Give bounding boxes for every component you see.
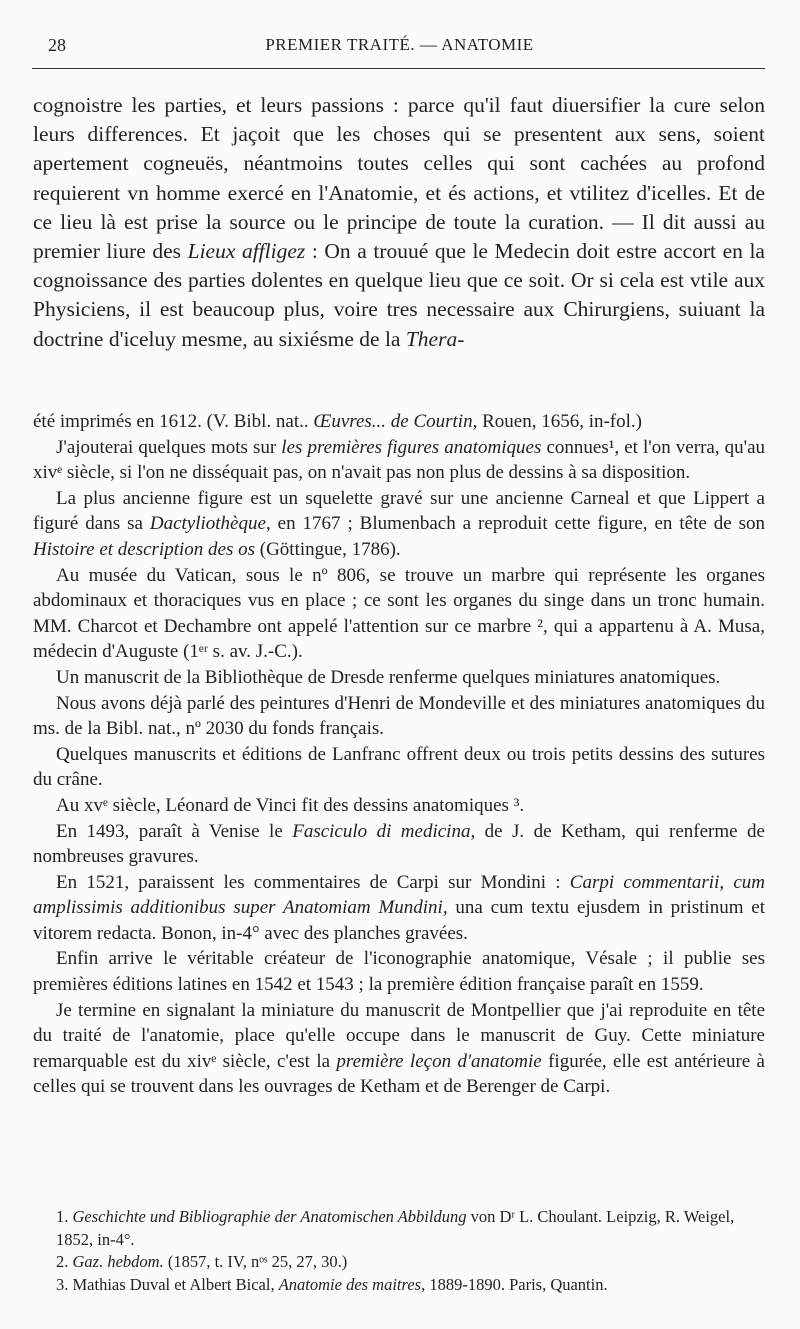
note-paragraph: Quelques manuscrits et éditions de Lanfranc offrent deux ou trois petits dessins des sutures du crâne. [33,743,765,791]
italic-title: Geschichte und Bibliographie der Anatomischen Abbildung [72,1207,467,1226]
text-run: figurée, elle est antérieure à celles qui se trouvent dans les ouvrages de Ketham et de Berenger de Carpi. [33,1050,765,1098]
italic-phrase: première leçon d'anatomie [336,1050,542,1072]
footnote-marker: 1. [56,1207,73,1226]
text-run: 1889-1890. Paris, Quantin. [425,1274,608,1294]
main-paragraph [33,91,765,354]
footnote-3 [33,1274,765,1297]
italic-phrase: les premières figures anatomiques [281,436,542,458]
italic-title: Histoire et description des os [33,538,255,560]
note-paragraph [33,870,765,947]
text-run: été imprimés en 1612. (V. Bibl. nat.. [33,411,314,432]
text-run: (1857, t. IV, nᵒˢ 25, 27, 30.) [163,1252,348,1271]
italic-title: Œuvres... de Courtin, [313,411,478,432]
text-run: una cum textu ejusdem in pristinum et vitorem redacta. Bonon, in-4° avec des planches gravées. [33,897,766,944]
italic-title: Gaz. hebdom. [72,1252,164,1271]
note-paragraph [33,998,765,1100]
page-header [32,30,767,64]
text-run: connues¹, et l'on verra, qu'au xivᵉ siècle, si l'on ne disséquait pas, on n'avait pas non plus de dessins à sa disposition. [33,436,766,484]
note-paragraph: Enfin arrive le véritable créateur de l'iconographie anatomique, Vésale ; il publie ses premières éditions latines en 1542 et 1543 ; la première édition française paraît en 1559. [33,948,765,996]
italic-title: Anatomie des maitres, [278,1274,426,1294]
note-paragraph [33,486,765,563]
text-run: , en 1767 ; Blumenbach a reproduit cette figure, en tête de son [265,513,765,535]
note-paragraph [33,819,765,870]
text-run: cognoistre les parties, et leurs passions : parce qu'il faut diuersifier la cure selon leurs differences. Et jaçoit que les choses qui se presentent aux sens, soient apertement cogneuës, néantmoins toutes celles qui sont cachées au profond requierent vn homme exercé en l'Anatomie, et és actions, et vtilitez d'icelles. Et de ce lieu là est prise la source ou le principe de toute la curation. — Il dit aussi au premier liure des [33,93,765,264]
text-run: von Dʳ L. Choulant. Leipzig, R. Weigel, 1852, in-4°. [56,1207,735,1249]
note-paragraph: Un manuscrit de la Bibliothèque de Dresde renferme quelques miniatures anatomiques. [56,666,721,688]
footnote-1 [33,1206,765,1251]
footnote-marker: 2. [56,1252,73,1271]
italic-title: Fasciculo di medicina, [292,820,476,842]
text-run: Je termine en signalant la miniature du manuscrit de Montpellier que j'ai reproduite en tête du traité de l'anatomie, place qu'elle occupe dans le manuscrit de Guy. Cette miniature remarquable est du xivᵉ siècle, c'est la [33,999,765,1072]
text-run: 3. Mathias Duval et Albert Bical, [56,1274,279,1294]
text-run: J'ajouterai quelques mots sur [56,436,282,458]
text-run: En 1493, paraît à Venise le [56,820,293,842]
main-text-block [33,91,765,354]
italic-title: Dactyliothèque [149,513,266,535]
note-paragraph [33,409,765,435]
text-run: (Göttingue, 1786). [255,538,401,560]
text-run: En 1521, paraissent les commentaires de Carpi sur Mondini : [56,871,570,893]
header-rule [32,68,765,69]
note-paragraph [33,435,765,486]
note-paragraph: Au xvᵉ siècle, Léonard de Vinci fit des dessins anatomiques ³. [56,794,525,816]
text-run: Rouen, 1656, in-fol.) [477,411,642,432]
footnotes [33,1206,765,1296]
page-number: 28 [48,35,66,55]
italic-title: Lieux affligez [187,239,306,264]
note-paragraph: Au musée du Vatican, sous le nº 806, se trouve un marbre qui représente les organes abdominaux et thoraciques vus en place ; ce sont les organes du singe dans un tronc humain. MM. Charcot et Dechambre ont appelé l'attention sur ce marbre ², qui a appartenu à A. Musa, médecin d'Auguste (1ᵉʳ s. av. J.-C.). [33,564,765,663]
italic-title: Carpi commentarii, cum amplissimis additionibus super Anatomiam Mundini, [33,871,765,919]
running-title: PREMIER TRAITÉ. — ANATOMIE [265,35,534,54]
note-paragraph: Nous avons déjà parlé des peintures d'Henri de Mondeville et des miniatures anatomiques du ms. de la Bibl. nat., nº 2030 du fonds français. [33,692,765,740]
italic-word: Thera- [405,326,465,351]
text-run: de J. de Ketham, qui renferme de nombreuses gravures. [33,820,765,868]
text-run: La plus ancienne figure est un squelette gravé sur une ancienne Carneal et que Lippert a figuré dans sa [33,487,765,535]
note-text-block [33,409,765,1100]
footnote-2 [33,1251,765,1274]
text-run: : On a trouué que le Medecin doit estre accort en la cognoissance des parties dolentes en quelque lieu que ce soit. Or si cela est vtile aux Physiciens, il est beaucoup plus, voire tres necessaire aux Chirurgiens, suiuant la doctrine d'iceluy mesme, au sixiésme de la [33,239,765,351]
